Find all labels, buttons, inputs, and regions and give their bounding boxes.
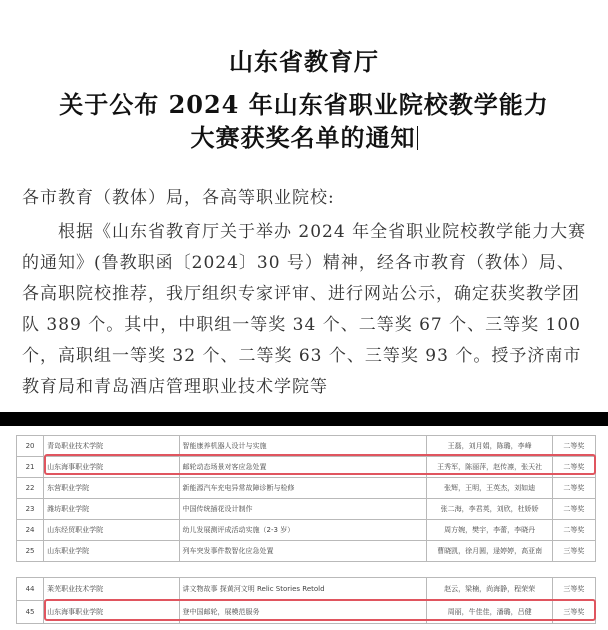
team-members: 赵云，梁楠，尚海静，程荣荣 — [427, 578, 552, 601]
school-name: 青岛职业技术学院 — [44, 436, 179, 457]
prize-level: 三等奖 — [552, 541, 595, 562]
team-members: 王磊，刘月娟，陈璐，李峰 — [427, 436, 552, 457]
table-row — [17, 478, 596, 499]
prize-level: 三等奖 — [552, 578, 595, 601]
notice-issuer: 山东省教育厅 — [229, 47, 379, 76]
prize-level: 二等奖 — [552, 520, 595, 541]
section-divider — [0, 412, 608, 426]
highlight-box — [44, 599, 596, 621]
entry-title: 邮轮动态场景对客应急处置 — [179, 457, 427, 478]
school-name: 东营职业学院 — [44, 478, 179, 499]
notice-title-line — [0, 118, 608, 153]
row-number: 45 — [17, 601, 44, 624]
highlight-box — [44, 454, 596, 475]
notice-body-text: 根据《山东省教育厅关于举办 2024 年全省职业院校教学能力大赛的通知》(鲁教职函〔2024〕30 号）精神，经各市教育（教体）局、各高职院校推荐，我厅组织专家评审、进行网站公示，确定获奖教学团队 389 个。其中，中职组一等奖 34 个、二等奖 67 个、三等奖 100 个，高职组一等奖 32 个、二等奖 63 个、三等奖 93 个。授予济南市教育局和青岛酒店管理职业技术学院等 — [22, 222, 587, 397]
school-name: 山东经贸职业学院 — [44, 520, 179, 541]
prize-level: 二等奖 — [552, 457, 595, 478]
prize-level: 三等奖 — [552, 601, 595, 624]
notice-body-paragraph — [22, 217, 592, 403]
prize-level: 二等奖 — [552, 478, 595, 499]
entry-title: 讲文物故事 探黄河文明 Relic Stories Retold — [179, 578, 427, 601]
notice-greeting: 各市教育（教体）局，各高等职业院校: — [22, 188, 335, 208]
entry-title: 登中国邮轮，展模范服务 — [179, 601, 427, 624]
row-number: 20 — [17, 436, 44, 457]
table-row — [17, 541, 596, 562]
team-members: 周丽，牛佳佳，潘璐，吕健 — [427, 601, 552, 624]
row-number: 23 — [17, 499, 44, 520]
row-number: 44 — [17, 578, 44, 601]
team-members: 张二海，李君英，刘欣，杜娇娇 — [427, 499, 552, 520]
text-cursor — [417, 126, 418, 150]
table-row — [17, 499, 596, 520]
school-name: 莱芜职业技术学院 — [44, 578, 179, 601]
entry-title: 中国传统插花设计制作 — [179, 499, 427, 520]
team-members: 王秀军，陈丽萍，赵传凛，张天社 — [427, 457, 552, 478]
row-number: 25 — [17, 541, 44, 562]
entry-title: 智能康养机器人设计与实施 — [179, 436, 427, 457]
school-name: 山东海事职业学院 — [44, 457, 179, 478]
team-members: 曹晓凯，徐月圆，逯婷婷，高亚南 — [427, 541, 552, 562]
award-list-panel — [0, 426, 608, 630]
school-name: 山东职业学院 — [44, 541, 179, 562]
row-number: 21 — [17, 457, 44, 478]
notice-title-text: 大赛获奖名单的通知 — [190, 123, 416, 152]
table-row — [17, 520, 596, 541]
entry-title: 幼儿发展测评成活动实施（2-3 岁） — [179, 520, 427, 541]
team-members: 张辉，王明，王英杰，刘如迪 — [427, 478, 552, 499]
prize-level: 二等奖 — [552, 499, 595, 520]
entry-title: 新能源汽车充电异常故障诊断与检修 — [179, 478, 427, 499]
team-members: 周方婉，樊宇，李蕾，李晓丹 — [427, 520, 552, 541]
school-name: 潍坊职业学院 — [44, 499, 179, 520]
row-number: 24 — [17, 520, 44, 541]
prize-level: 二等奖 — [552, 436, 595, 457]
table-row — [17, 578, 596, 601]
notice-title-line: 关于公布 2024 年山东省职业院校教学能力 — [59, 90, 549, 119]
row-number: 22 — [17, 478, 44, 499]
entry-title: 列车突发事件数智化应急处置 — [179, 541, 427, 562]
school-name: 山东海事职业学院 — [44, 601, 179, 624]
